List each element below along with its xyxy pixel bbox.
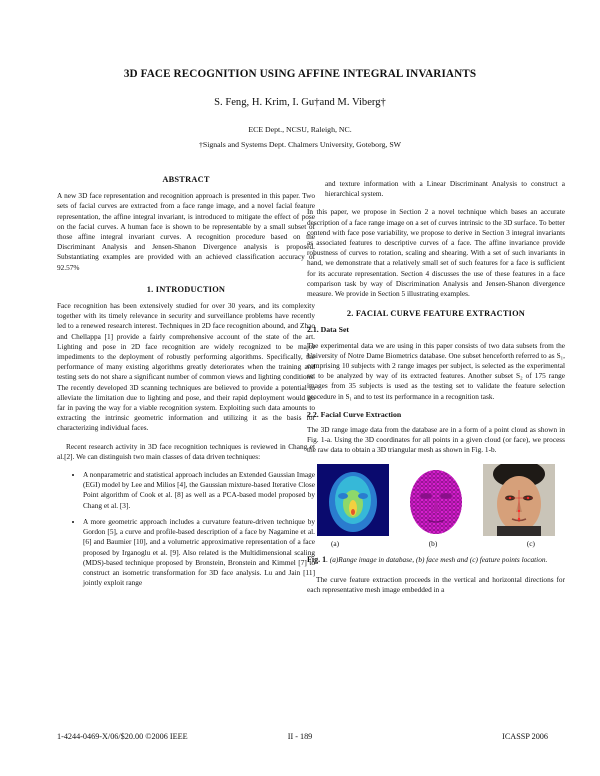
face-mesh-figure	[400, 464, 472, 536]
section-2-heading: 2. FACIAL CURVE FEATURE EXTRACTION	[346, 309, 526, 319]
paper-plan-paragraph: In this paper, we propose in Section 2 a novel technique which bases an accurate description of a face range image on a set of curves intrinsic to the 3D surface. To better contend with face pose variability, we propose to derive in Section 3 integral invariants as associated features to descriptive curves of a face. The affine invariance provide robustness of curves to rotation, scaling and shearing. With a set of such invariants in hand, we demonstrate that a relatively small set of such features for a face is sufficient for its accurate representation. Section 4 discusses the use of these features in a face comparison task by way of Discrimination Analysis and Jensen-Shanon divergence measure. We provide in Section 5 illustrating examples.	[307, 207, 565, 299]
figure-label-c: (c)	[526, 538, 535, 548]
intro-paragraph-1: Face recognition has been extensively studied for over 30 years, and its complexity together with its timely relevance in security and surveillance problems have recently led to a renewed research interest. Techniques in 2D face recognition abound, and Zhao and Chellappa [1] provide a fairly comprehensive account of the state of the art. Lighting and pose in 2D face recognition are widely recognized to be major impediments to the deployment of robustly performing algorithms. Specifically, the performance of many existing algorithms greatly deteriorates when the training and testing sets do not share a significant number of common views and lighting conditions. The recently developed 3D scanning techniques are believed to provide a potential to alleviate the limitation due to lighting and pose, and their rapid deployment would go far in paving the way for a viable recognition system. Exploiting such data amounts to extracting the intrinsic geometric information and utilizing it as the basis for characterizing individual faces.	[57, 301, 315, 433]
footer-isbn: 1-4244-0469-X/06/$20.00 ©2006 IEEE	[57, 732, 188, 741]
intro-heading: 1. INTRODUCTION	[146, 284, 226, 294]
continued-paragraph: and texture information with a Linear Discriminant Analysis to construct a hierarchical system.	[325, 179, 565, 199]
dataset-paragraph: The experimental data we are using in this paper consists of two data subsets from the University of Notre Dame Biometrics database. One subset henceforth referred to as S₁, comprising 10 subjects with 2 range images per subject, is selected as the experimental set to be analyzed by way of its extracted features. Another subset S₂ of 175 range images from 35 subjects is used as the testing set to validate the feature selection procedure in S₁ and to test its performance in a recognition task.	[307, 340, 565, 401]
abstract-heading: ABSTRACT	[162, 175, 210, 184]
abstract-text: A new 3D face representation and recognition approach is presented in this paper. Two sets of facial curves are extracted from a face range image, and a novel facial feature representation, the affine integral invariant, is introduced to mitigate the effect of pose on the facial curves. A human face is shown to be representable by a small subset of those affine integral invariant curves. A recognition procedure based on the Discriminant Analysis and Jensen-Shanon Divergence analysis is proposed. Substantiating examples are provided with an achieved classification accuracy of 92.57%	[57, 191, 315, 272]
affiliation-primary: ECE Dept., NCSU, Raleigh, NC.	[248, 125, 352, 134]
left-column	[57, 175, 315, 594]
subsection-2-1-heading: 2.1. Data Set	[307, 325, 350, 335]
figure-label-b: (b)	[428, 538, 438, 548]
figure-1-caption	[307, 555, 565, 565]
figure-1-labels	[331, 539, 535, 549]
paper-title: 3D FACE RECOGNITION USING AFFINE INTEGRAL INVARIANTS	[123, 68, 477, 80]
figure-caption-text: . (a)Range image in database, (b) face mesh and (c) feature points location.	[326, 554, 548, 564]
technique-list	[57, 470, 315, 588]
author-list: S. Feng, H. Krim, I. Gu†and M. Viberg†	[214, 97, 386, 108]
curve-extraction-paragraph: The 3D range image data from the database are in a form of a point cloud as shown in Fig. 1-a. Using the 3D coordinates for all points in a given cloud (or face), we process the raw data to obtain a 3D triangular mesh as shown in Fig. 1-b.	[307, 425, 565, 455]
curve-feature-paragraph: The curve feature extraction proceeds in the vertical and horizontal directions for each representative mesh image embedded in a	[307, 574, 565, 595]
affiliation-secondary: †Signals and Systems Dept. Chalmers University, Goteborg, SW	[198, 140, 402, 149]
figure-1	[317, 464, 555, 536]
footer-conference: ICASSP 2006	[502, 732, 548, 741]
right-column	[307, 179, 565, 603]
list-item: • A nonparametric and statistical approach includes an Extended Gaussian Image (EGI) model by Lee and Milios [4], the Gaussian mixture-based Iterative Close Point algorithm of Cook et al. [8] as well as a PCA-based model proposed by Chang et al. [3].	[83, 470, 315, 511]
figure-caption-prefix: Fig. 1	[307, 554, 327, 564]
footer-page-number: II - 189	[287, 732, 313, 741]
intro-paragraph-2: Recent research activity in 3D face recognition techniques is reviewed in Chang et al.[2]. We can distinguish two main classes of data driven techniques:	[57, 441, 315, 461]
figure-label-a: (a)	[331, 538, 340, 548]
subsection-2-2-heading: 2.2. Facial Curve Extraction	[307, 409, 402, 419]
list-item: • A more geometric approach includes a curvature feature-driven technique by Gordon [5], a curve and profile-based description of a face by Nagamine et al.[6] and Baumier [10], and a volumetric approximative representation of a face proposed by Irganoglu et al. [9]. Also related is the Multidimensional scaling (MDS)-based technique proposed by Bronstein, Bronstein and Kimmel [7] to construct an isometric transformation for 3D face analysis. Lu and Jain [11] jointly exploit range	[83, 517, 315, 588]
range-image-figure	[317, 464, 389, 536]
feature-points-figure	[483, 464, 555, 536]
